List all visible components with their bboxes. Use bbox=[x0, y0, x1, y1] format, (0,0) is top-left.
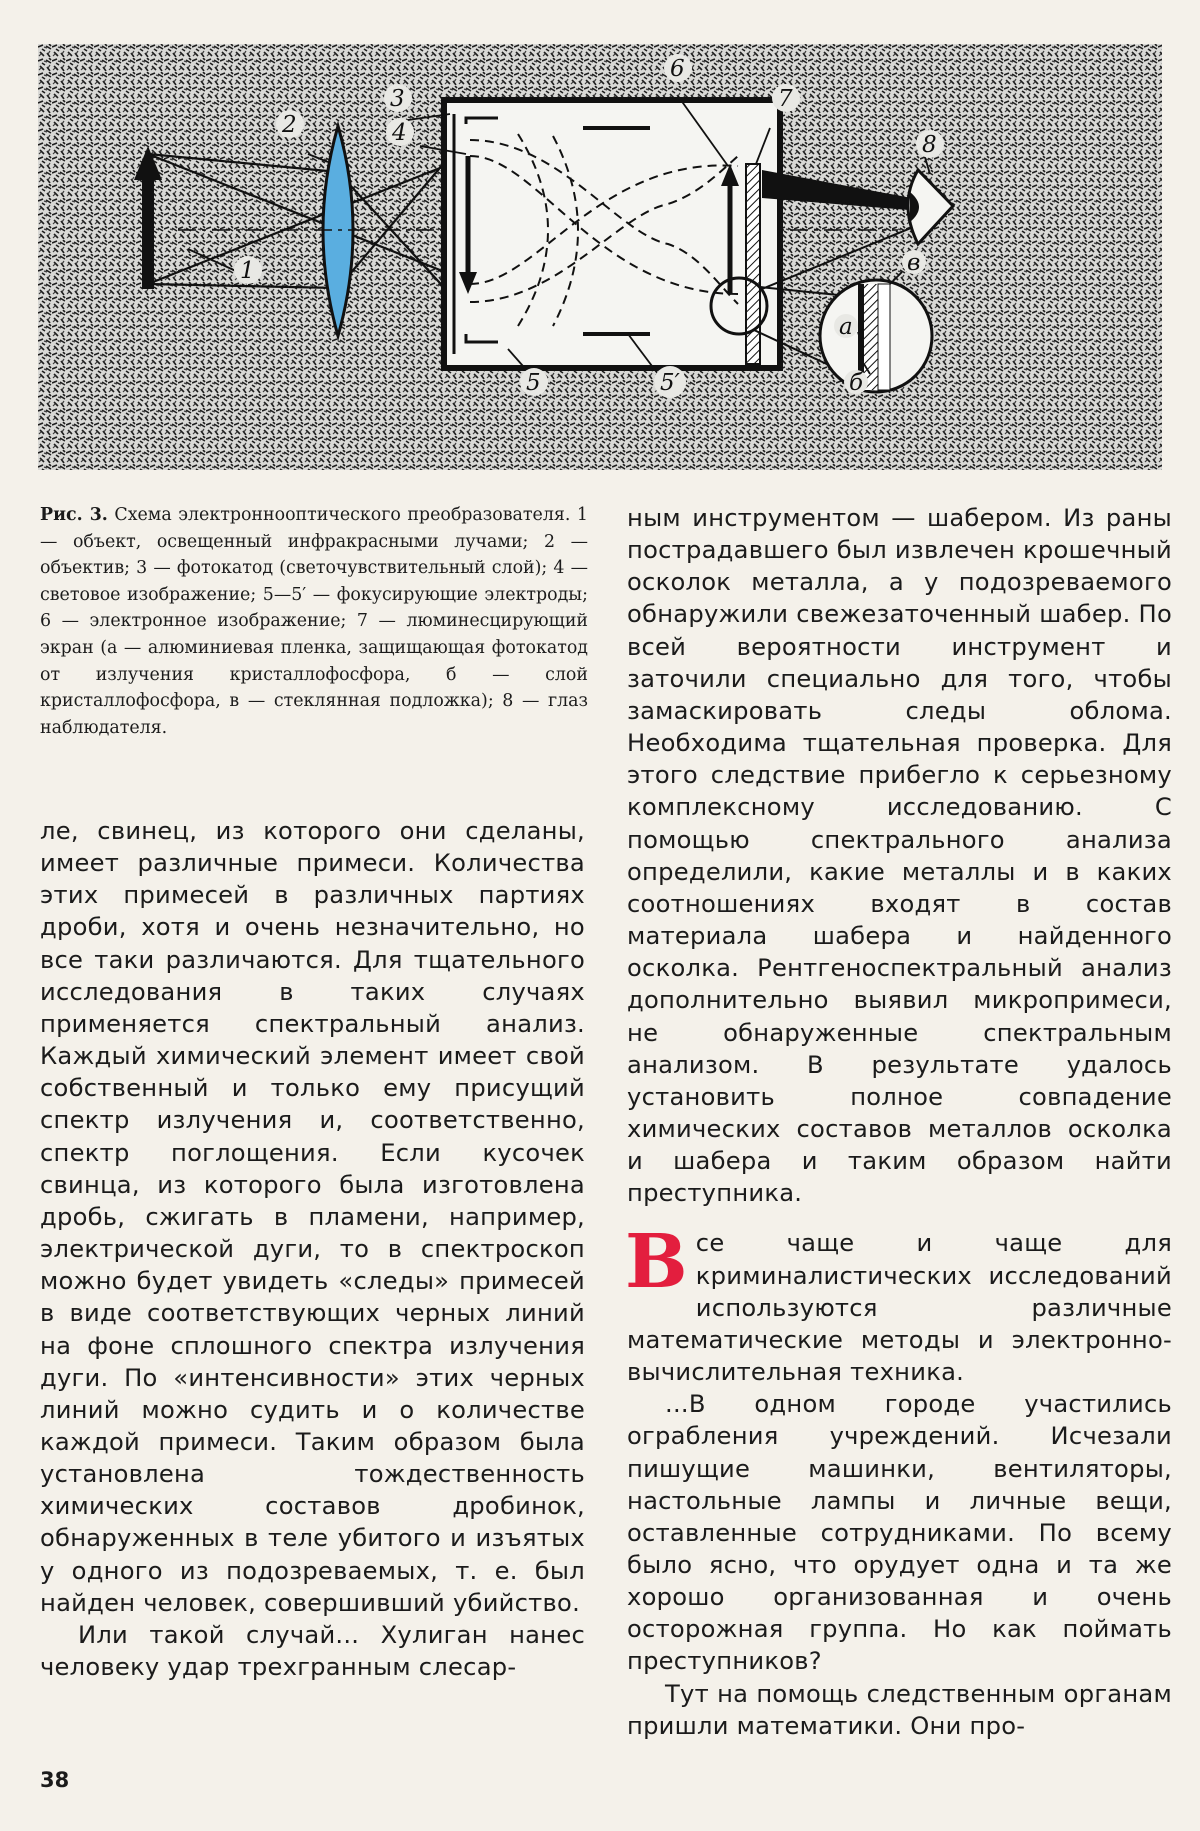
label-8: 8 bbox=[922, 132, 937, 158]
label-2: 2 bbox=[282, 112, 297, 138]
label-5: 5 bbox=[526, 370, 541, 396]
caption-text: Схема электроннооптического преобразователя. 1 — объект, освещенный инфракрасными лучами; 2 — объектив; 3 — фотокатод (светочувствительный слой); 4 — световое изображение; 5—5′ — фокусирующие электроды; 6 — электронное изображение; 7 — люминесцирующий экран (а — алюминиевая пленка, защищающая фотокатод от излучения кристаллофосфора, б — слой кристаллофосфора, в — стеклянная подложка); 8 — глаз наблюдателя. bbox=[40, 505, 588, 738]
electron-optical-converter-diagram bbox=[38, 44, 1162, 470]
label-4: 4 bbox=[392, 120, 407, 146]
label-1: 1 bbox=[240, 258, 255, 284]
diagram-figure bbox=[38, 44, 1162, 470]
left-paragraph-2: Или такой случай... Хулиган нанес человеку удар трехгранным слесар- bbox=[40, 1620, 585, 1682]
right-paragraph-4: Тут на помощь следственным органам пришли математики. Они про- bbox=[627, 1679, 1172, 1740]
drop-cap: В bbox=[625, 1219, 688, 1306]
right-paragraph-2-text: се чаще и чаще для криминалистических исследований используются различные математические методы и электронно-вычислительная техника. bbox=[627, 1229, 1172, 1387]
left-column bbox=[40, 815, 585, 1683]
right-column bbox=[627, 502, 1172, 1742]
label-b: б bbox=[849, 370, 864, 396]
right-paragraph-3: ...В одном городе участились ограбления учреждений. Исчезали пишущие машинки, вентиляторы, настольные лампы и личные вещи, оставленные сотрудниками. По всему было ясно, что орудует одна и та же хорошо организованная и очень осторожная группа. Но как поймать преступников? bbox=[627, 1390, 1172, 1676]
label-7: 7 bbox=[778, 86, 793, 112]
right-paragraph-2 bbox=[625, 1219, 1172, 1388]
label-3: 3 bbox=[390, 86, 405, 112]
left-paragraph-1: ле, свинец, из которого они сделаны, имеет различные примеси. Количества этих примесей в различных партиях дроби, хотя и очень незначительно, но все таки различаются. Для тщательного исследования в таких случаях применяется спектральный анализ. Каждый химический элемент имеет свой собственный и только ему присущий спектр излучения и, соответственно, спектр поглощения. Если кусочек свинца, из которого была изготовлена дробь, сжигать в пламени, например, электрической дуги, то в спектроскоп можно будет увидеть «следы» примесей в виде соответствующих черных линий на фоне сплошного спектра излучения дуги. По «интенсивности» этих черных линий можно судить и о количестве каждой примеси. Таким образом была установлена тождественность химических составов дробинок, обнаруженных в теле убитого и изъятых у одного из подозреваемых, т. е. был найден человек, совершивший убийство. bbox=[40, 817, 585, 1617]
label-a: а bbox=[839, 314, 853, 340]
label-v: в bbox=[907, 250, 921, 276]
label-6: 6 bbox=[670, 56, 685, 82]
figure-caption bbox=[40, 502, 588, 741]
right-paragraph-1: ным инструментом — шабером. Из раны пострадавшего был извлечен крошечный осколок металла, а у подозреваемого обнаружили свежезаточенный шабер. По всей вероятности инструмент и заточили специально для того, чтобы замаскировать следы облома. Необходима тщательная проверка. Для этого следствие прибегло к серьезному комплексному исследованию. С помощью спектрального анализа определили, какие металлы и в каких соотношениях входят в состав материала шабера и найденного осколка. Рентгеноспектральный анализ дополнительно выявил микропримеси, не обнаруженные спектральным анализом. В результате удалось установить полное совпадение химических составов металлов осколка и шабера и таким образом найти преступника. bbox=[627, 504, 1172, 1208]
page-number: 38 bbox=[40, 1768, 70, 1792]
label-5-prime: 5′ bbox=[660, 370, 680, 396]
caption-lead: Рис. 3. bbox=[40, 505, 108, 525]
